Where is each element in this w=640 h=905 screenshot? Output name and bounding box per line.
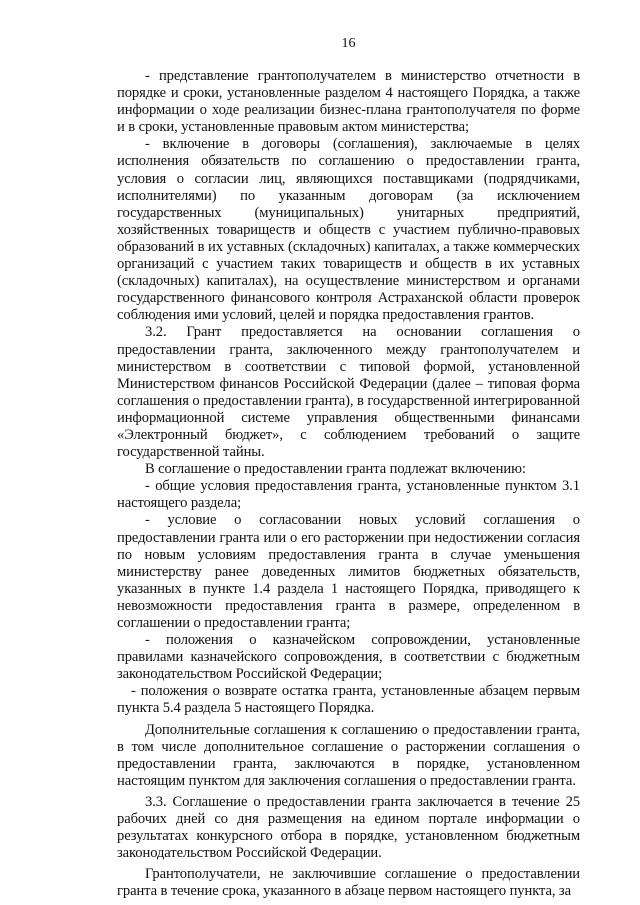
paragraph-3-3: 3.3. Соглашение о предоставлении гранта заключается в течение 25 рабочих дней со дня размещения на едином портале информации о результатах конкурсного отбора в порядке, установленном бюджетным законодательством Российской Федерации. [117,793,580,862]
paragraph-treasury-support: - положения о казначейском сопровождении, установленные правилами казначейского сопровождения, в соответствии с бюджетным законодательством Российской Федерации; [117,632,580,683]
paragraph-3-2: 3.2. Грант предоставляется на основании соглашения о предоставлении гранта, заключенного между грантополучателем и министерством в соответствии с типовой формой, установленной Министерством финансов Российской Федерации (далее – типовая форма соглашения о предоставлении гранта), в государственной интегрированной информационной системе управления общественными финансами «Электронный бюджет», с соблюдением требований о защите государственной тайны. [117,324,580,461]
paragraph-new-conditions: - условие о согласовании новых условий соглашения о предоставлении гранта или о его расторжении при недостижении согласия по новым условиям предоставления гранта в случае уменьшения министерству ранее доведенных лимитов бюджетных обязательств, указанных в пункте 1.4 раздела 1 настоящего Порядка, приводящего к невозможности предоставления гранта в размере, определенном в соглашении о предоставлении гранта; [117,512,580,631]
paragraph-recipients-not-concluded: Грантополучатели, не заключившие соглашение о предоставлении гранта в течение срока, указанного в абзаце первом настоящего пункта, за [117,866,580,900]
paragraph-contract-inclusion: - включение в договоры (соглашения), заключаемые в целях исполнения обязательств по соглашению о предоставлении гранта, условия о согласии лиц, являющихся поставщиками (подрядчиками, исполнителями) по указанным договорам (за исключением государственных (муниципальных) унитарных предприятий, хозяйственных товариществ и обществ с участием публично-правовых образований в их уставных (складочных) капиталах, а также коммерческих организаций с участием таких товариществ и обществ в их уставных (складочных) капиталах), на осуществление министерством и органами государственного финансового контроля Астраханской области проверок соблюдения ими условий, целей и порядка предоставления грантов. [117,136,580,324]
paragraph-grant-return: - положения о возврате остатка гранта, установленные абзацем первым пункта 5.4 раздела 5 настоящего Порядка. [117,683,580,717]
paragraph-agreement-includes: В соглашение о предоставлении гранта подлежат включению: [145,461,526,478]
paragraph-reporting: - представление грантополучателем в министерство отчетности в порядке и сроки, установленные разделом 4 настоящего Порядка, а также информации о ходе реализации бизнес-плана грантополучателя по форме и в сроки, установленные правовым актом министерства; [117,68,580,136]
paragraph-additional-agreements: Дополнительные соглашения к соглашению о предоставлении гранта, в том числе дополнительное соглашение о расторжении соглашения о предоставлении гранта, заключаются в порядке, установленном настоящим пунктом для заключения соглашения о предоставлении гранта. [117,721,580,789]
page-number: 16 [341,36,356,51]
paragraph-general-conditions: - общие условия предоставления гранта, установленные пунктом 3.1 настоящего раздела; [117,478,580,512]
